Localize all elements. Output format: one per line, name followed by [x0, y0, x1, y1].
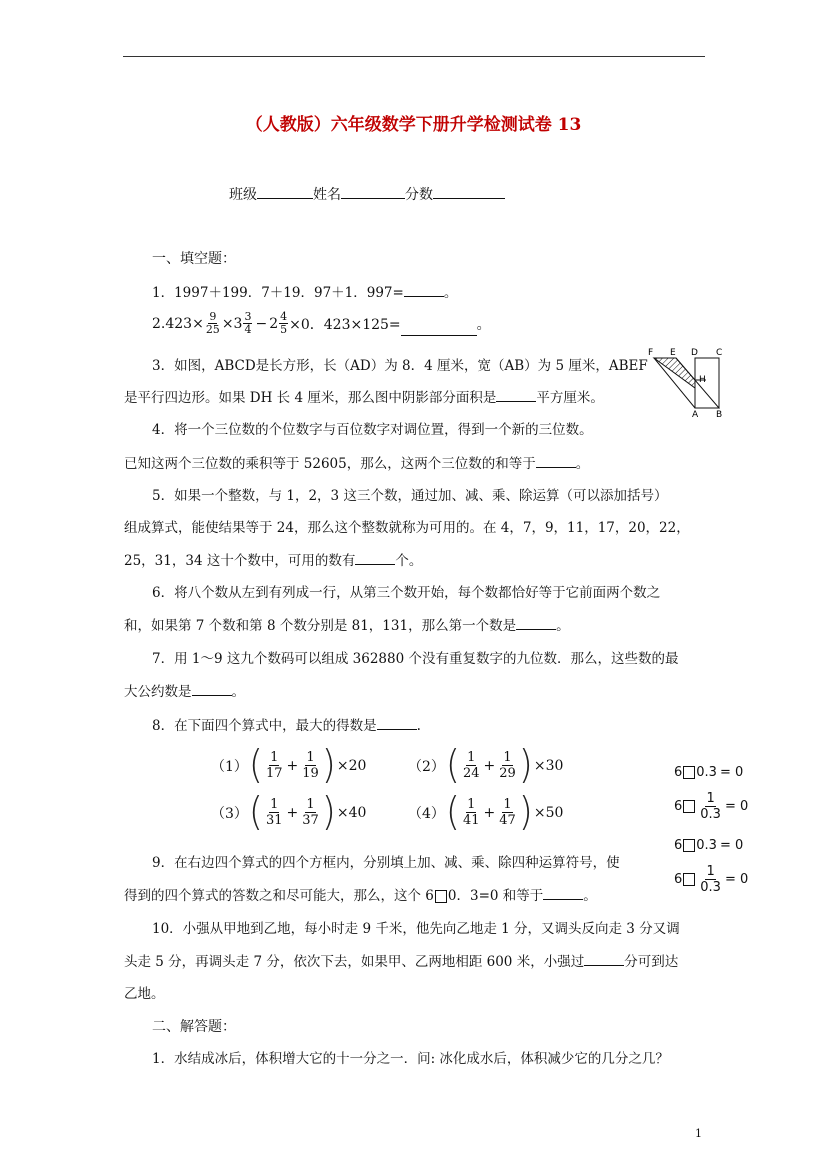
- section-answer: 二、解答题：: [152, 1019, 236, 1035]
- q2-mixed-2-whole: 2: [269, 315, 279, 332]
- question-7-line-2: 大公约数是 。: [124, 684, 245, 700]
- side-equation-3: 6 0.3 = 0: [674, 838, 744, 853]
- side-equation-1: 6 0.3 = 0: [674, 765, 744, 780]
- label-e: E: [670, 348, 676, 358]
- q1-blank[interactable]: [404, 283, 444, 297]
- q10-blank[interactable]: [584, 952, 624, 966]
- name-blank[interactable]: [341, 185, 405, 199]
- header-rule: [123, 56, 705, 57]
- question-4-line-1: 4．将一个三位数的个位数字与百位数字对调位置，得到一个新的三位数。: [152, 422, 593, 438]
- side-equation-4: 6 $\frac{1}{0.3}$ = 0: [674, 864, 749, 895]
- q3-blank[interactable]: [496, 388, 536, 402]
- page-title: （人教版）六年级数学下册升学检测试卷 13: [245, 115, 582, 135]
- question-3-line-1: 3．如图，ABCD是长方形，长（AD）为 8．4 厘米，宽（AB）为 5 厘米，ABEF: [152, 358, 648, 374]
- q9-blank[interactable]: [543, 886, 583, 900]
- q2-mixed-1-whole: 3: [233, 315, 243, 332]
- question-10-line-1: 10．小强从甲地到乙地，每小时走 9 千米，他先向乙地走 1 分，又调头反向走 3 分又调: [152, 921, 680, 937]
- question-9-line-2: 得到的四个算式的答数之和尽可能大，那么，这个 6 0．3=0 和等于 。: [124, 888, 597, 904]
- question-3-line-2: 是平行四边形。如果 DH 长 4 厘米，那么图中阴影部分面积是 平方厘米。: [124, 390, 604, 406]
- score-blank[interactable]: [433, 185, 505, 199]
- operator-box-2[interactable]: [683, 800, 695, 813]
- q2-suffix: ×0．423×125=: [289, 316, 401, 333]
- answer-question-1: 1．水结成冰后，体积增大它的十一分之一．问: 冰化成水后，体积减少它的几分之几？: [152, 1051, 669, 1067]
- q2-mixed-2-fraction: $\frac{4}{5}$: [280, 310, 288, 336]
- q1-end: 。: [443, 285, 458, 301]
- q7-blank[interactable]: [192, 682, 232, 696]
- question-10-line-3: 乙地。: [124, 986, 165, 1002]
- class-blank[interactable]: [257, 185, 313, 199]
- question-6-line-1: 6．将八个数从左到有列成一行，从第三个数开始，每个数都恰好等于它前面两个数之: [152, 585, 661, 601]
- section-fill-in: 一、填空题：: [152, 251, 236, 267]
- label-b: B: [716, 410, 723, 418]
- q9-inline-box: [435, 890, 447, 903]
- q2-blank[interactable]: [401, 322, 477, 336]
- question-2: [152, 311, 491, 336]
- question-5-line-3: 25，31，34 这十个数中，可用的数有 个。: [124, 553, 423, 569]
- question-5-line-1: 5．如果一个整数，与 1，2，3 这三个数，通过加、减、乘、除运算（可以添加括号）: [152, 488, 668, 504]
- q6-blank[interactable]: [516, 616, 556, 630]
- label-f: F: [648, 348, 654, 358]
- q8-option-4: （4） ( $\frac{1}{41}$ + $\frac{1}{47}$ ) × 50: [408, 789, 564, 835]
- question-6-line-2: 和，如果第 7 个数和第 8 个数分别是 81，131，那么第一个数是 。: [124, 618, 570, 634]
- q8-blank[interactable]: [377, 716, 417, 730]
- question-1: [152, 283, 457, 302]
- operator-box-3[interactable]: [683, 839, 695, 852]
- q5-blank[interactable]: [355, 551, 395, 565]
- q2-fraction-1: $\frac{9}{25}$: [205, 310, 220, 336]
- label-c: C: [716, 348, 723, 358]
- q8-option-3: （3） ( $\frac{1}{31}$ + $\frac{1}{37}$ ) × 40: [211, 789, 367, 835]
- question-7-line-1: 7．用 1～9 这九个数码可以组成 362880 个没有重复数字的九位数．那么，这些数的最: [152, 651, 679, 667]
- q4-blank[interactable]: [536, 454, 576, 468]
- label-a: A: [692, 410, 699, 418]
- side-equation-2: 6 $\frac{1}{0.3}$ = 0: [674, 791, 749, 822]
- label-d: D: [691, 348, 698, 358]
- q1-text: 1．1997＋199．7＋19．97＋1．997=: [152, 285, 404, 301]
- q8-option-1: （1） ( $\frac{1}{17}$ + $\frac{1}{19}$ ) × 20: [211, 742, 367, 788]
- name-label: 姓名: [313, 187, 341, 203]
- q2-end: 。: [476, 316, 491, 333]
- operator-box-4[interactable]: [683, 873, 695, 886]
- q2-mixed-1-fraction: $\frac{3}{4}$: [244, 310, 252, 336]
- q2-prefix: 2.423×: [152, 315, 204, 332]
- question-4-line-2: 已知这两个三位数的乘积等于 52605，那么，这两个三位数的和等于 。: [124, 456, 590, 472]
- label-h: H: [699, 375, 706, 385]
- q2-minus: −: [255, 315, 268, 332]
- class-label: 班级: [229, 187, 257, 203]
- score-label: 分数: [405, 187, 433, 203]
- student-info-line: [229, 184, 505, 204]
- q2-times: ×: [221, 315, 234, 332]
- question-9-line-1: 9．在右边四个算式的四个方框内，分别填上加、减、乘、除四种运算符号，使: [152, 855, 620, 871]
- question-10-line-2: 头走 5 分，再调头走 7 分，依次下去，如果甲、乙两地相距 600 米，小强过 分可到达: [124, 954, 679, 970]
- question-8: 8．在下面四个算式中，最大的得数是 .: [152, 718, 421, 734]
- q8-option-2: （2） ( $\frac{1}{24}$ + $\frac{1}{29}$ ) × 30: [408, 742, 564, 788]
- page-number: 1: [695, 1127, 702, 1140]
- operator-box-1[interactable]: [683, 766, 695, 779]
- question-5-line-2: 组成算式，能使结果等于 24，那么这个整数就称为可用的。在 4，7，9，11，17，20，22，: [124, 520, 690, 536]
- geometry-figure: [646, 346, 726, 418]
